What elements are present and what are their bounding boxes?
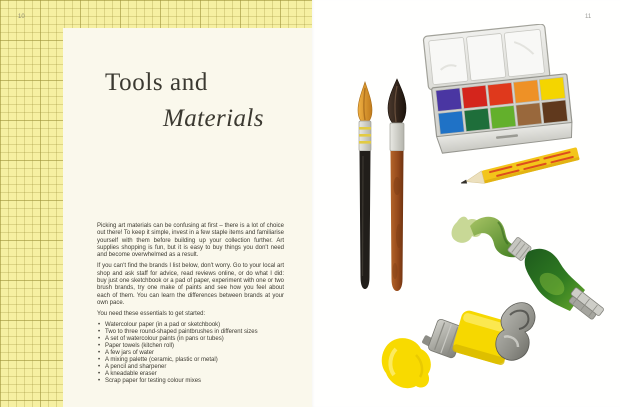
list-item: • Two to three round-shaped paintbrushes in different sizes — [97, 329, 284, 336]
list-item: • Paper towels (kitchen roll) — [97, 343, 284, 350]
essentials-list — [97, 322, 284, 385]
paint-pan — [438, 111, 464, 134]
paint-pan — [464, 108, 490, 131]
paint-pan — [539, 77, 565, 100]
paintbrush-brown-handle — [388, 79, 406, 291]
list-item: • A mixing palette (ceramic, plastic or metal) — [97, 357, 284, 364]
pencil-tip — [460, 180, 467, 185]
bristles — [388, 79, 406, 125]
list-item: • A set of watercolour paints (in pans or tubes) — [97, 336, 284, 343]
list-item: • A pencil and sharpener — [97, 364, 284, 371]
handle — [360, 151, 371, 289]
list-item: • Watercolour paper (in a pad or sketchbook) — [97, 322, 284, 329]
paint-pan — [462, 85, 488, 108]
paint-pan — [488, 83, 514, 106]
yellow-paint-tube-icon — [376, 297, 540, 399]
paintbrushes-icon — [343, 76, 417, 304]
page-number-right: 11 — [585, 14, 592, 20]
body-copy — [97, 223, 284, 385]
page-title-line1: Tools and — [105, 69, 208, 96]
list-item: • Scrap paper for testing colour mixes — [97, 378, 284, 385]
ferrule — [390, 123, 404, 151]
pencil-wood — [464, 171, 485, 188]
paragraph: If you can't find the brands I list below, don't worry. Go to your local art shop and ask staff for advice, read reviews online, or do what I did: buy just one sketchbook or a pad of paper, experiment with one or two brush brands, try one make of paints and see how you feel about each of them. You can learn the differences between brands at your own pace. — [97, 263, 284, 306]
paint-box-icon — [413, 24, 583, 154]
page-number-left: 10 — [18, 14, 25, 20]
green-tube-crimp — [566, 287, 604, 322]
paint-pan — [513, 80, 539, 103]
page-title-line2: Materials — [163, 105, 264, 132]
list-item: • A few jars of water — [97, 350, 284, 357]
paintbrush-black-handle — [358, 82, 372, 289]
left-page — [63, 28, 312, 407]
pencil-icon — [458, 140, 586, 198]
paint-pan — [490, 105, 516, 128]
list-item: • A kneadable eraser — [97, 371, 284, 378]
paragraph: Picking art materials can be confusing at first – there is a lot of choice out there! To keep it simple, invest in a few staple items and familiarise yourself with them before building up your collection further. Art supplies shopping is fun, but it is easy to buy things you don't need and become overwhelmed as a result. — [97, 223, 284, 259]
paint-pan — [542, 100, 568, 123]
list-intro: You need these essentials to get started: — [97, 311, 206, 318]
paint-pan — [436, 88, 462, 111]
paint-pan — [516, 103, 542, 126]
